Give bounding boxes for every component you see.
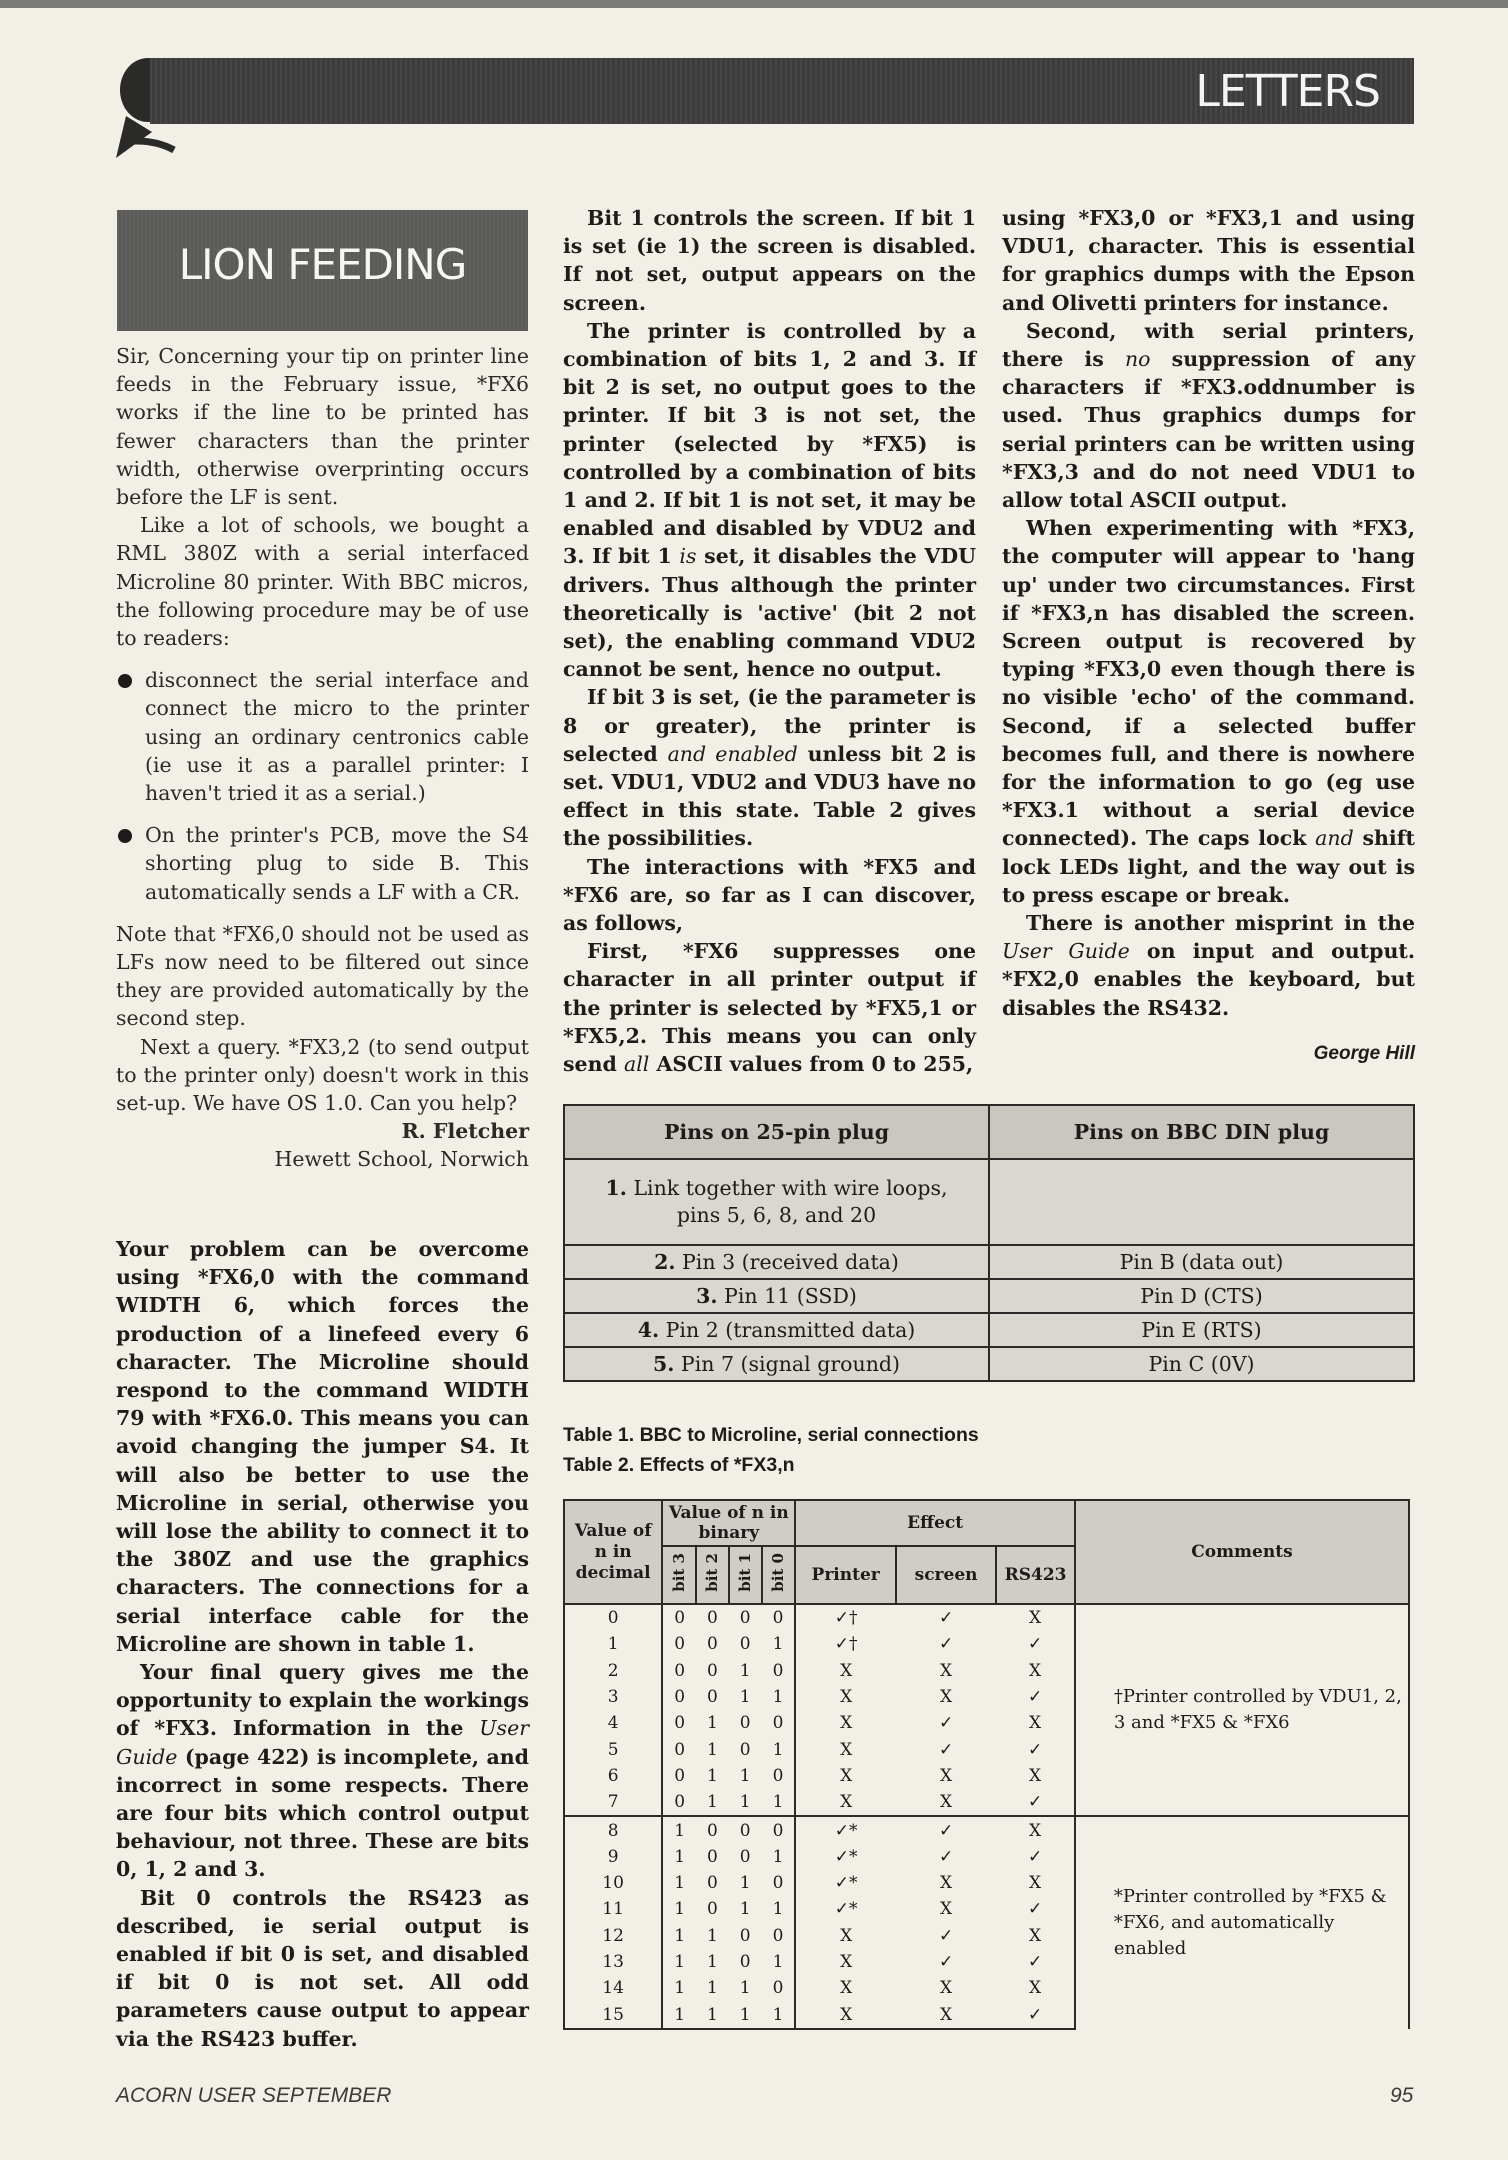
bullet-text: disconnect the serial interface and connect the micro to the printer using an ordinary centronics cable (ie use it as a parallel printer: I haven't tried it as a serial.) (145, 668, 529, 806)
table-cell: 0 (696, 1816, 729, 1843)
table-cell: 1 (762, 1684, 796, 1710)
table-cell: 0 (662, 1631, 696, 1657)
table-cell: 1 (762, 1789, 796, 1816)
table-row: 3. Pin 11 (SSD) Pin D (CTS) (564, 1279, 1414, 1313)
reply-paragraph-9: using *FX3,0 or *FX3,1 and using VDU1, character. This is essential for graphics dumps with the Epson and Olivetti printers for instance. (1002, 206, 1415, 315)
table-cell: 0 (739, 1634, 751, 1655)
table-cell: 1 (739, 1978, 751, 1999)
reply-paragraph-7: The interactions with *FX5 and *FX6 are, so far as I can discover, as follows, (563, 854, 976, 936)
reply-paragraph-8: First, *FX6 suppresses one character in all printer output if the printer is selected by *FX5,1 or *FX5,2. This means you can only send all ASCII values from 0 to 255, (563, 939, 976, 1077)
table-cell: 1 (662, 1975, 696, 2001)
table-cell: 0 (662, 1710, 696, 1736)
table-cell: 1 (739, 1792, 751, 1813)
table-cell: 1 (739, 1899, 751, 1920)
table-cell: X (795, 1684, 895, 1710)
table-cell: X (795, 1658, 895, 1684)
reply-paragraph-3: Bit 0 controls the RS423 as described, ie serial output is enabled if bit 0 is set, and disabled if bit 0 is not set. All odd parameters cause output to appear via the RS423 buffer. (116, 1885, 529, 2051)
bullet-icon (118, 829, 132, 843)
table-cell: ✓ (996, 2001, 1075, 2028)
table-cell: 3 (564, 1684, 662, 1710)
table-cell: X (996, 1923, 1075, 1949)
table-cell: 0 (762, 1710, 796, 1736)
reply-paragraph-10: Second, with serial printers, there is no suppression of any characters if *FX3.oddnumber is used. Thus graphics dumps for serial printers can be written using *FX3,3 and do not need VDU1 to allow total ASCII output. (1002, 318, 1415, 513)
table-cell: 1 (707, 1978, 718, 1999)
table-cell: 0 (762, 1604, 796, 1631)
table-cell: 0 (662, 1684, 696, 1710)
table-cell: 0 (739, 1608, 751, 1629)
table-row: 2. Pin 3 (received data) Pin B (data out) (564, 1245, 1414, 1279)
table-cell: 1 (762, 1631, 796, 1657)
table-cell: 13 (564, 1949, 662, 1975)
table-row: 5. Pin 7 (signal ground) Pin C (0V) (564, 1347, 1414, 1381)
table-cell: ✓* (795, 1816, 895, 1843)
table-comment: †Printer controlled by VDU1, 2, 3 and *FX5 & *FX6 (1075, 1604, 1409, 1816)
table-cell: ✓ (938, 1846, 954, 1867)
table-cell: X (795, 1736, 895, 1762)
table-cell: X (795, 2001, 895, 2028)
table-cell: 0 (662, 1658, 696, 1684)
table-cell: 1 (729, 2001, 762, 2028)
reply-signature: George Hill (1313, 1042, 1415, 1064)
table-cell: ✓ (996, 1844, 1075, 1870)
table-cell: X (996, 1870, 1075, 1896)
table-header: Comments (1075, 1500, 1409, 1604)
table-cell: 1 (696, 2001, 729, 2028)
section-banner (150, 58, 1414, 124)
table-cell: 0 (707, 1634, 718, 1655)
table-cell: 1 (762, 1736, 796, 1762)
table-cell: 1 (762, 1844, 796, 1870)
table-cell: 0 (564, 1604, 662, 1631)
table-cell: ✓ (938, 1608, 954, 1629)
table-cell: X (940, 1687, 953, 1708)
table-cell: X (996, 1604, 1075, 1631)
table-cell: 0 (739, 1952, 751, 1972)
list-item (116, 821, 529, 906)
table-cell: 0 (707, 1846, 718, 1867)
table-cell: 1 (739, 1873, 751, 1894)
table-header: Pins on 25-pin plug (564, 1105, 989, 1159)
table-cell: ✓† (795, 1631, 895, 1657)
table-cell: 1 (707, 1925, 718, 1946)
table-cell: 7 (564, 1789, 662, 1816)
signature-name: R. Fletcher (401, 1119, 529, 1144)
table-cell: ✓ (938, 1952, 954, 1972)
table-cell: 0 (762, 1816, 796, 1843)
reply-paragraph-5: The printer is controlled by a combination of bits 1, 2 and 3. If bit 2 is set, no output goes to the printer. If bit 3 is not set, the printer (selected by *FX5) is controlled by a combination of bits 1 and 2. If bit 1 is not set, it may be enabled and disabled by VDU2 and 3. If bit 1 is set, it disables the VDU drivers. Thus although the printer theoretically is 'active' (bit 2 not set), the enabling command VDU2 cannot be sent, hence no output. (563, 318, 976, 682)
table-cell: X (996, 1816, 1075, 1843)
table-cell: 0 (707, 1687, 718, 1708)
table-cell: 11 (564, 1896, 662, 1922)
table-cell: X (940, 1873, 953, 1894)
table-cell: ✓* (795, 1870, 895, 1896)
table-cell: 1 (662, 1923, 696, 1949)
table-cell: 0 (739, 1925, 751, 1946)
table-cell: 0 (707, 1660, 718, 1681)
letter-paragraph-2: Like a lot of schools, we bought a RML 380Z with a serial interfaced Microline 80 printer. With BBC micros, the following procedure may be of use to readers: (116, 513, 529, 651)
table-cell: 1 (707, 1952, 718, 1972)
table-cell: 0 (762, 1923, 796, 1949)
table-cell: X (795, 1789, 895, 1816)
table-cell: 6 (564, 1763, 662, 1789)
table-header: Pins on BBC DIN plug (989, 1105, 1414, 1159)
table-cell: X (996, 1658, 1075, 1684)
article-title: LION FEEDING (178, 240, 467, 289)
table-cell: ✓ (996, 1949, 1075, 1975)
table-cell: 2 (564, 1658, 662, 1684)
table-header: Value of n in binary (662, 1500, 795, 1546)
table-cell: 0 (739, 1846, 751, 1867)
table-cell: 1 (662, 1896, 696, 1922)
table-cell: 0 (762, 1658, 796, 1684)
table-cell: X (940, 1660, 953, 1681)
table-cell: 9 (564, 1844, 662, 1870)
table-cell: 0 (762, 1975, 796, 2001)
bullet-icon (118, 674, 132, 688)
table-cell: 4 (564, 1710, 662, 1736)
table-cell: 0 (707, 1608, 718, 1629)
table-cell: 8 (564, 1816, 662, 1843)
table-cell: ✓ (996, 1736, 1075, 1762)
letter-paragraph-1: Sir, Concerning your tip on printer line feeds in the February issue, *FX6 works if the line to be printed has fewer characters than the printer width, otherwise overprinting occurs before the LF is sent. (116, 344, 529, 510)
table-cell: 0 (662, 1604, 696, 1631)
table-header: Effect (795, 1500, 1074, 1546)
table-1-serial-connections (563, 1104, 1415, 1382)
table-cell: 0 (662, 1736, 696, 1762)
table-cell: 1 (707, 1765, 718, 1786)
table-cell: ✓ (996, 1896, 1075, 1922)
column-2-reply (563, 204, 976, 1078)
table-cell: 0 (762, 1870, 796, 1896)
table-cell: X (795, 1975, 895, 2001)
table-cell: X (940, 1978, 953, 1999)
table-cell: ✓† (795, 1604, 895, 1631)
table-comment: *Printer controlled by *FX5 & *FX6, and automatically enabled (1075, 1816, 1409, 2028)
table-cell: 12 (564, 1923, 662, 1949)
column-1-letter (116, 342, 529, 1174)
reply-paragraph-2: Your final query gives me the opportunity to explain the workings of *FX3. Information in the User Guide (page 422) is incomplete, and incorrect in some respects. There are four bits which control output behaviour, not three. These are bits 0, 1, 2 and 3. (116, 1660, 529, 1882)
table-cell: 15 (564, 2001, 662, 2028)
table-cell: 1 (564, 1631, 662, 1657)
table-row (564, 1816, 1409, 1843)
table-cell: 1 (762, 1896, 796, 1922)
table-cell: ✓ (996, 1789, 1075, 1816)
reply-paragraph-11: When experimenting with *FX3, the computer will appear to 'hang up' under two circumstances. First if *FX3,n has disabled the screen. Screen output is recovered by typing *FX3,0 even though there is no visible 'echo' of the command. Second, if a selected buffer becomes full, and there is nowhere for the information to go (eg use *FX3.1 without a serial device connected). The caps lock and shift lock LEDs light, and the way out is to press escape or break. (1002, 516, 1415, 907)
table-cell: X (795, 1763, 895, 1789)
table-cell: 0 (739, 1739, 751, 1760)
table-row: 4. Pin 2 (transmitted data) Pin E (RTS) (564, 1313, 1414, 1347)
table-cell: X (795, 1923, 895, 1949)
table-1-caption: Table 1. BBC to Microline, serial connections (563, 1424, 979, 1446)
table-cell: 0 (662, 1763, 696, 1789)
table-cell: 0 (739, 1713, 751, 1734)
reply-paragraph-1: Your problem can be overcome using *FX6,0 with the command WIDTH 6, which forces the production of a linefeed every 6 character. The Microline should respond to the command WIDTH 79 with *FX6.0. This means you can avoid changing the jumper S4. It will also be better to use the Microline in serial, otherwise you will lose the ability to connect it to the 380Z and use the graphics characters. The connections for a serial interface cable for the Microline are shown in table 1. (116, 1237, 529, 1656)
table-cell: 1 (762, 2001, 796, 2028)
table-cell: 0 (707, 1873, 718, 1894)
table-cell: ✓ (996, 1684, 1075, 1710)
table-2-fx3-effects: Value of n in decimal Value of n in binary Effect Comments bit 3 bit 2 bit 1 bit 0 Printer screen RS423 0 0 0 0 0 ✓† ✓ X †Printer controlled by VDU1, 2, 3 and *FX5 & *FX6 1 0 0 0 1 ✓† ✓ ✓ 2 0 0 1 0 X X X 3 0 0 1 1 X X ✓ 4 0 1 0 0 X ✓ X 5 0 1 0 1 X ✓ ✓ 6 0 1 1 0 X X X 7 0 1 1 1 X X ✓ 8 1 0 0 0 ✓* ✓ X *Printer controlled by *FX5 & *FX6, and automatically enabled 9 1 0 0 1 ✓* ✓ ✓ 10 1 0 1 0 ✓* X X 11 1 0 1 1 ✓* X ✓ 12 1 1 0 0 X ✓ X 13 1 1 0 1 X ✓ ✓ 14 1 1 1 0 X X X 15 1 1 1 1 X X ✓ (563, 1499, 1410, 2030)
table-cell: X (996, 1975, 1075, 2001)
table-cell: X (996, 1710, 1075, 1736)
table-header: Value of n in decimal (564, 1500, 662, 1604)
table-cell: 1 (662, 1870, 696, 1896)
table-cell: ✓ (938, 1713, 954, 1734)
page-edge (0, 0, 1508, 8)
table-cell: X (795, 1710, 895, 1736)
article-title-box (117, 210, 528, 331)
table-cell: 0 (762, 1763, 796, 1789)
table-cell: 1 (662, 1816, 696, 1843)
reply-paragraph-12: There is another misprint in the User Guide on input and output. *FX2,0 enables the keyboard, but disables the RS432. (1002, 911, 1415, 1020)
table-cell: X (940, 1899, 953, 1920)
table-cell: ✓* (795, 1896, 895, 1922)
table-cell: 1 (707, 1792, 718, 1813)
table-cell: ✓* (795, 1844, 895, 1870)
table-cell: 1 (662, 1949, 696, 1975)
table-cell: ✓ (996, 1631, 1075, 1657)
table-cell: 0 (662, 1789, 696, 1816)
table-cell: X (996, 1763, 1075, 1789)
table-cell: 0 (729, 1816, 762, 1843)
table-cell: 14 (564, 1975, 662, 2001)
table-cell: 1 (762, 1949, 796, 1975)
table-cell: ✓ (938, 1634, 954, 1655)
section-title: LETTERS (1195, 66, 1380, 117)
column-3-reply (1002, 204, 1415, 1068)
table-cell: 0 (707, 1899, 718, 1920)
signature-place: Hewett School, Norwich (274, 1147, 529, 1172)
letter-paragraph-4: Next a query. *FX3,2 (to send output to the printer only) doesn't work in this set-up. We have OS 1.0. Can you help? (116, 1034, 529, 1116)
table-row: 1. Link together with wire loops, pins 5, 6, 8, and 20 (564, 1159, 1414, 1245)
table-cell: X (940, 1792, 953, 1813)
table-cell: X (795, 1949, 895, 1975)
table-cell: ✓ (938, 1739, 954, 1760)
footer-publication: ACORN USER SEPTEMBER (116, 2084, 392, 2107)
table-cell: 1 (739, 1687, 751, 1708)
table-cell: ✓ (938, 1925, 954, 1946)
table-cell: 1 (662, 1844, 696, 1870)
page-number: 95 (1390, 2084, 1414, 2107)
table-cell: 1 (739, 1660, 751, 1681)
table-row (564, 1604, 1409, 1631)
table-cell: X (940, 1765, 953, 1786)
letter-paragraph-3: Note that *FX6,0 should not be used as LFs now need to be filtered out since they are provided automatically by the second step. (116, 921, 529, 1031)
reply-paragraph-4: Bit 1 controls the screen. If bit 1 is set (ie 1) the screen is disabled. If not set, output appears on the screen. (563, 206, 976, 315)
table-cell: X (896, 2001, 996, 2028)
table-cell: 5 (564, 1736, 662, 1762)
table-cell: ✓ (896, 1816, 996, 1843)
table-cell: 10 (564, 1870, 662, 1896)
table-cell: 1 (707, 1739, 718, 1760)
table-cell: 1 (662, 2001, 696, 2028)
column-1-reply (116, 1235, 529, 2053)
table-2-caption: Table 2. Effects of *FX3,n (563, 1454, 795, 1476)
table-cell: 1 (707, 1713, 718, 1734)
reply-paragraph-6: If bit 3 is set, (ie the parameter is 8 or greater), the printer is selected and enabled unless bit 2 is set. VDU1, VDU2 and VDU3 have no effect in this state. Table 2 gives the possibilities. (563, 685, 976, 851)
bullet-text: On the printer's PCB, move the S4 shorting plug to side B. This automatically sends a LF with a CR. (145, 823, 529, 904)
list-item (116, 666, 529, 807)
table-cell: 1 (739, 1765, 751, 1786)
